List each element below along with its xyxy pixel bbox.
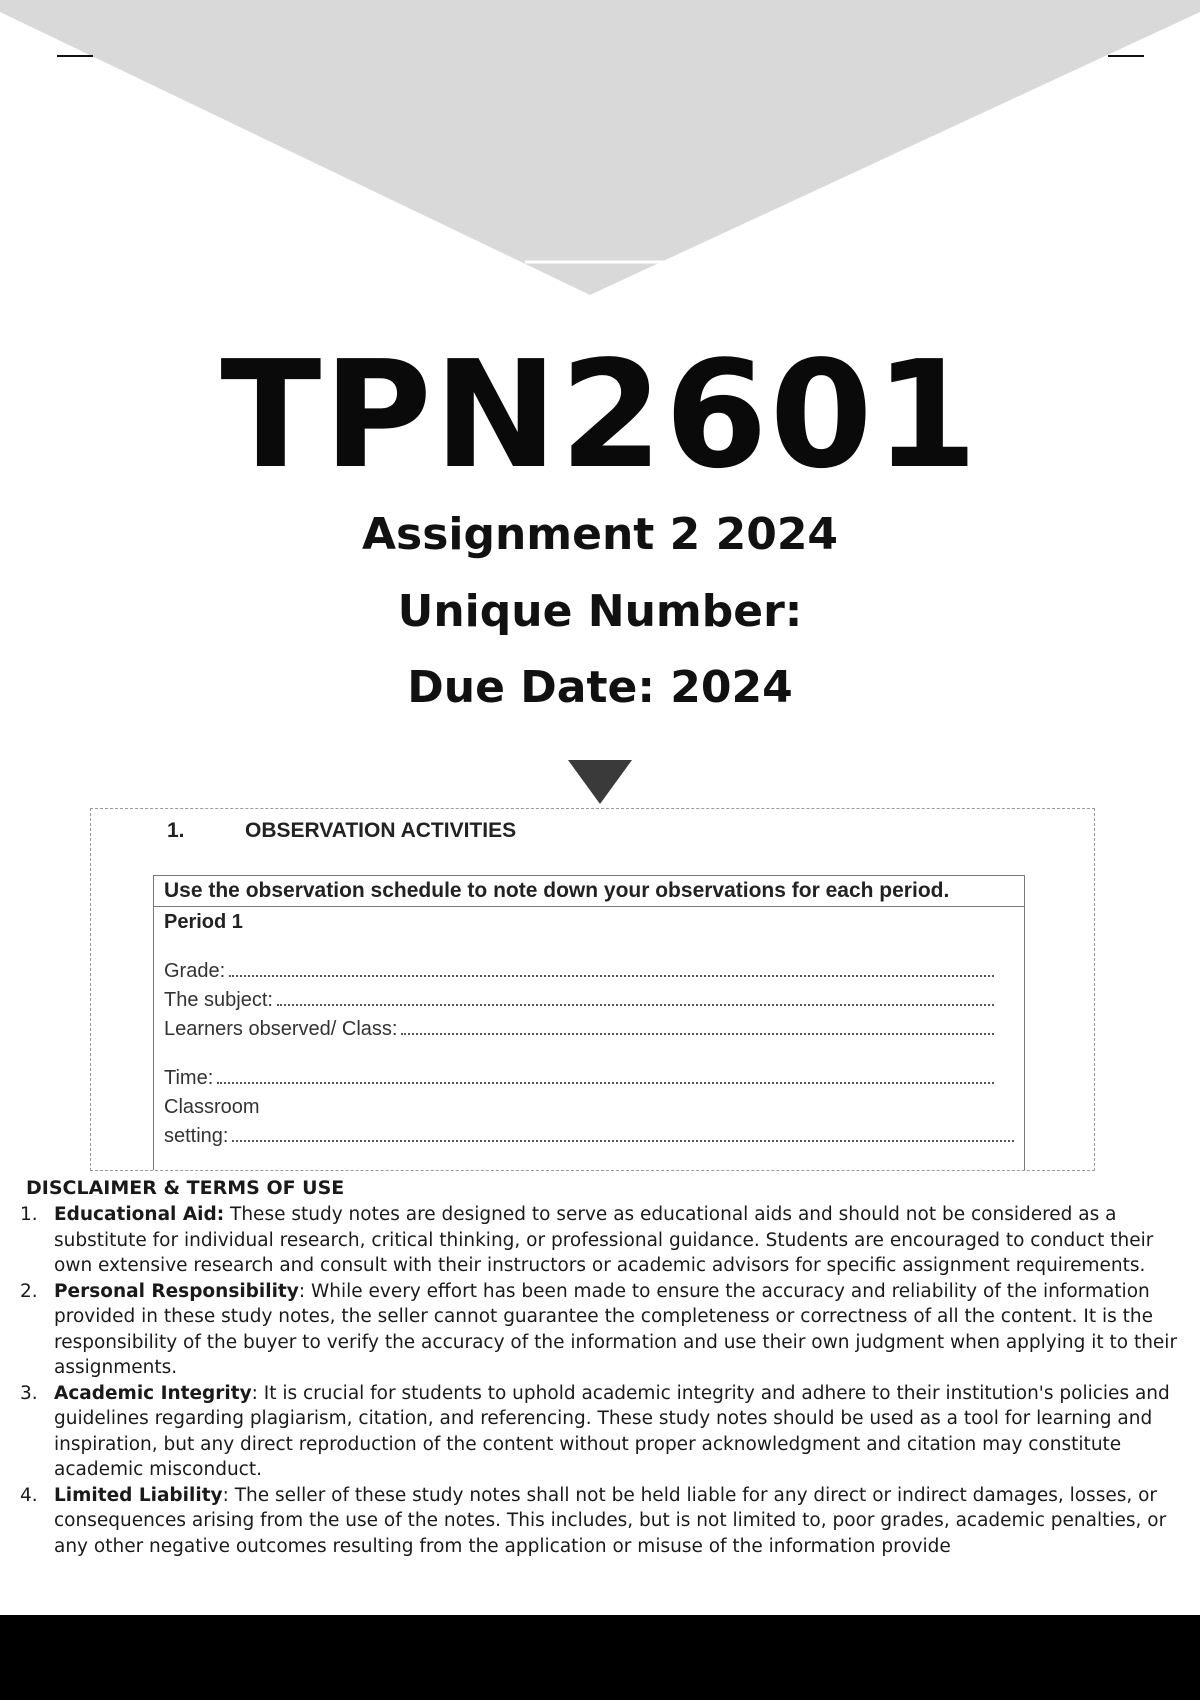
unique-number-label: Unique Number: bbox=[397, 586, 803, 637]
corner-rule-left bbox=[57, 55, 93, 57]
term-text: : The seller of these study notes shall not be held liable for any direct or indirect damages, losses, or consequences arising from the use of the notes. This includes, but is not limited to, poor grades, academic penalties, or any other negative outcomes resulting from the application or misuse of the information provide bbox=[54, 1484, 1167, 1557]
term-text: : While every effort has been made to ensure the accuracy and reliability of the information provided in these study notes, the seller cannot guarantee the completeness or correctness of all the content. It is the responsibility of the buyer to verify the accuracy of the information and use their own judgment when applying it to their assignments. bbox=[54, 1280, 1178, 1378]
learners-dotted-line bbox=[401, 1015, 994, 1035]
disclaimer-section bbox=[0, 1176, 1200, 1559]
setting-label: setting: bbox=[164, 1125, 229, 1147]
section-title: OBSERVATION ACTIVITIES bbox=[245, 819, 517, 842]
subject-dotted-line bbox=[277, 986, 994, 1006]
disclaimer-title: DISCLAIMER & TERMS OF USE bbox=[26, 1177, 345, 1199]
term-number: 2. bbox=[20, 1280, 38, 1302]
subject-field bbox=[154, 986, 994, 1015]
term-number: 4. bbox=[20, 1484, 38, 1506]
setting-field bbox=[154, 1122, 1014, 1151]
setting-dotted-line bbox=[232, 1122, 1014, 1142]
subject-label: The subject: bbox=[164, 989, 273, 1011]
grade-field bbox=[154, 957, 994, 986]
corner-rule-right bbox=[1108, 55, 1144, 57]
section-number: 1. bbox=[167, 819, 185, 842]
time-label: Time: bbox=[164, 1067, 214, 1089]
grade-dotted-line bbox=[229, 957, 994, 977]
term-number: 1. bbox=[20, 1204, 38, 1225]
grade-label: Grade: bbox=[164, 960, 226, 982]
classroom-label: Classroom bbox=[164, 1096, 260, 1118]
assignment-label: Assignment 2 2024 bbox=[361, 509, 839, 560]
term-item bbox=[0, 1483, 1200, 1560]
learners-field bbox=[154, 1015, 994, 1044]
down-arrow-icon bbox=[568, 760, 632, 804]
bottom-black-bar bbox=[0, 1615, 1200, 1700]
period-label: Period 1 bbox=[164, 911, 243, 933]
term-heading: Academic Integrity bbox=[54, 1382, 252, 1404]
term-number: 3. bbox=[20, 1382, 38, 1404]
terms-list bbox=[0, 1202, 1200, 1559]
term-item bbox=[0, 1381, 1200, 1483]
term-text: These study notes are designed to serve as educational aids and should not be considered as a substitute for individual research, critical thinking, or professional guidance. Students are encouraged to conduct their own extensive research and consult with their instructors or academic advisors for specific assignment requirements. bbox=[54, 1204, 1154, 1276]
header-chevron-banner bbox=[0, 0, 1200, 300]
schedule-instruction: Use the observation schedule to note down your observations for each period. bbox=[154, 876, 1024, 907]
course-code-title: TPN2601 bbox=[220, 329, 980, 501]
term-text: : It is crucial for students to uphold academic integrity and adhere to their institution's policies and guidelines regarding plagiarism, citation, and referencing. These study notes should be used as a tool for learning and inspiration, but any direct reproduction of the content without proper acknowledgment and citation may constitute academic misconduct. bbox=[54, 1382, 1170, 1480]
observation-schedule-table bbox=[153, 875, 1025, 1171]
term-heading: Limited Liability bbox=[54, 1484, 223, 1506]
document-preview bbox=[90, 808, 1095, 1171]
time-field bbox=[154, 1064, 994, 1093]
learners-label: Learners observed/ Class: bbox=[164, 1018, 398, 1040]
term-item bbox=[0, 1279, 1200, 1381]
time-dotted-line bbox=[217, 1064, 994, 1084]
due-date-label: Due Date: 2024 bbox=[407, 662, 793, 713]
term-item bbox=[0, 1202, 1200, 1279]
term-heading: Educational Aid: bbox=[54, 1204, 225, 1225]
term-heading: Personal Responsibility bbox=[54, 1280, 299, 1302]
section-heading bbox=[167, 819, 516, 843]
